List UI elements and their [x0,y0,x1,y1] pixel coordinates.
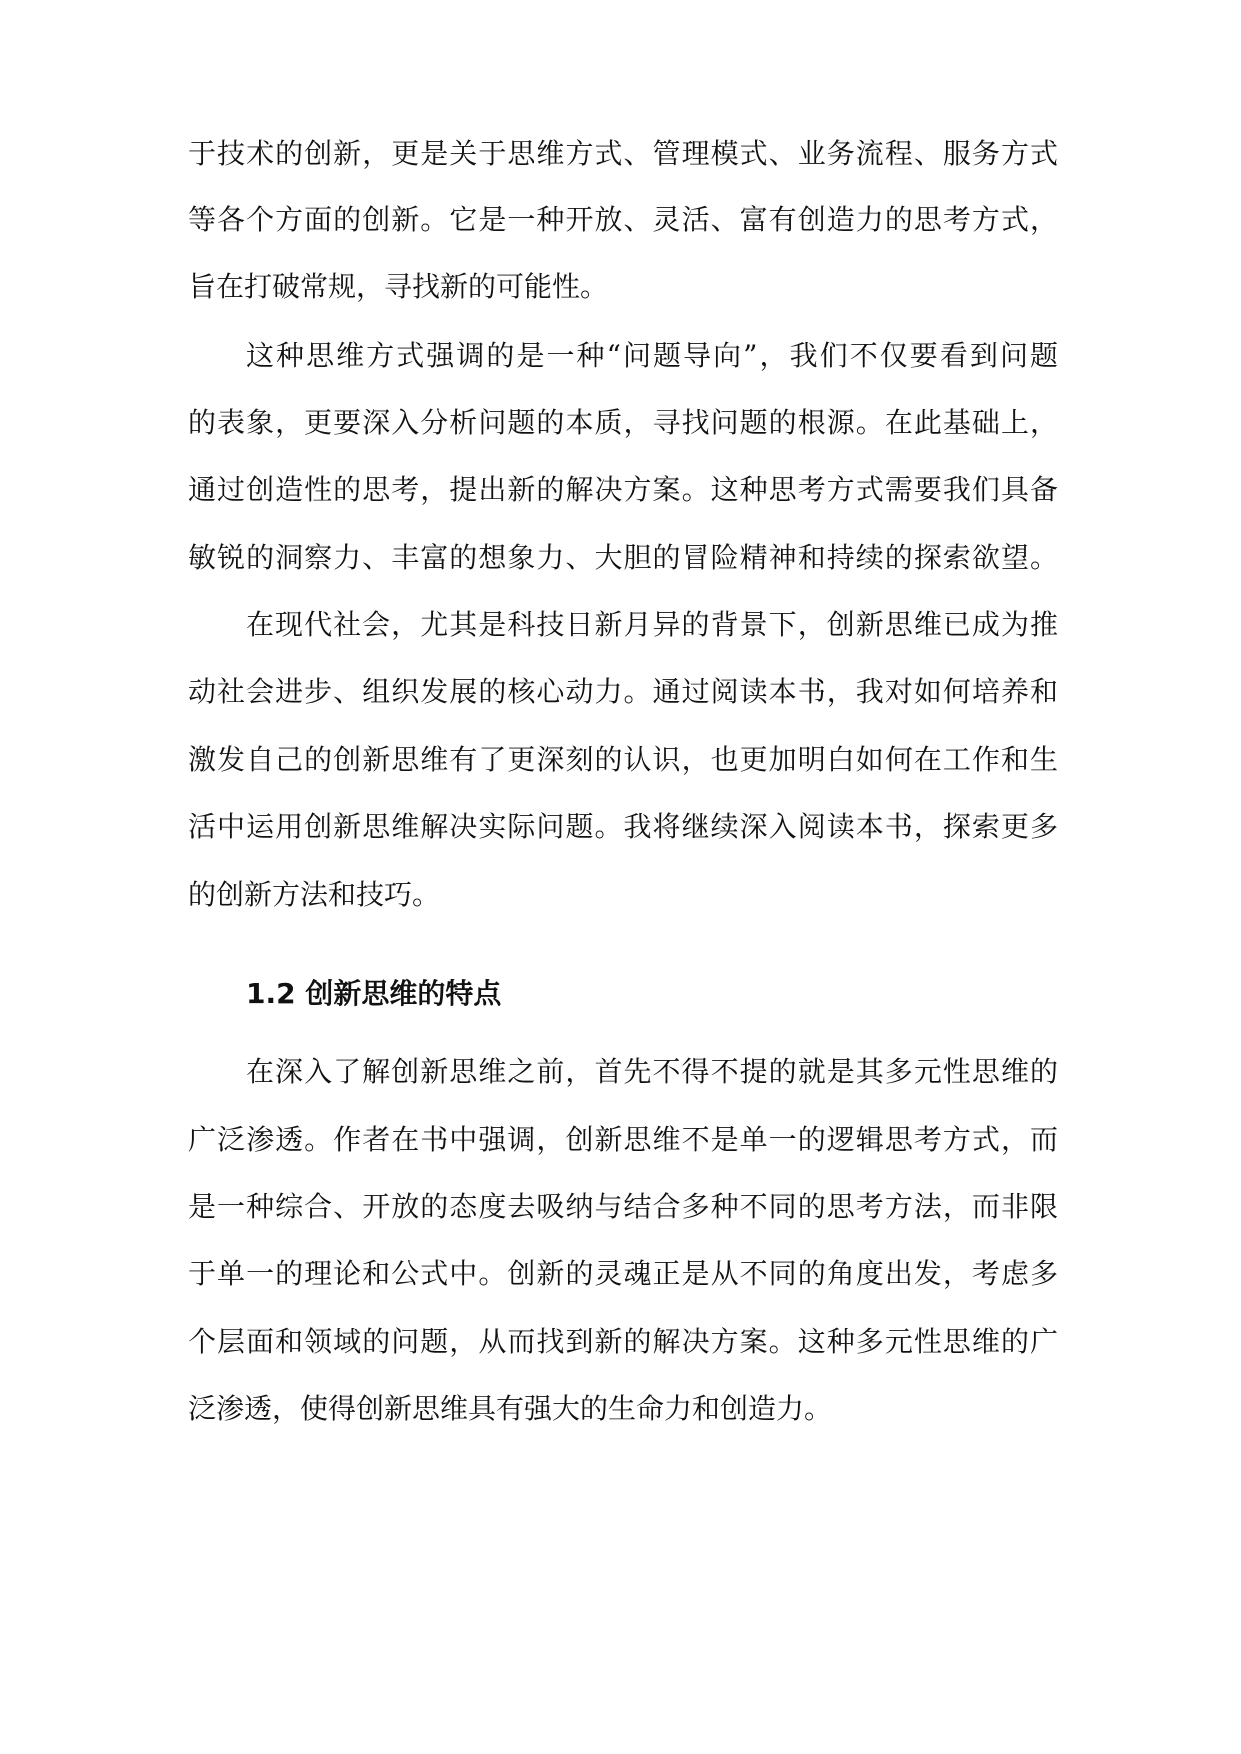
text-line: 广泛渗透。作者在书中强调，创新思维不是单一的逻辑思考方式，而 [188,1123,1058,1156]
text-line: 于单一的理论和公式中。创新的灵魂正是从不同的角度出发，考虑多 [188,1257,1058,1290]
text-line: 在深入了解创新思维之前，首先不得不提的就是其多元性思维的 [246,1055,1058,1088]
text-line: 的创新方法和技巧。 [188,878,441,911]
text-line: 个层面和领域的问题，从而找到新的解决方案。这种多元性思维的广 [188,1325,1058,1358]
text-line: 泛渗透，使得创新思维具有强大的生命力和创造力。 [188,1392,833,1425]
text-line: 通过创造性的思考，提出新的解决方案。这种思考方式需要我们具备 [188,473,1058,506]
text-line: 于技术的创新，更是关于思维方式、管理模式、业务流程、服务方式 [188,137,1058,170]
text-line: 在现代社会，尤其是科技日新月异的背景下，创新思维已成为推 [246,608,1058,641]
text-line: 这种思维方式强调的是一种“问题导向”，我们不仅要看到问题 [246,339,1058,372]
text-line: 动社会进步、组织发展的核心动力。通过阅读本书，我对如何培养和 [188,675,1058,708]
text-line: 敏锐的洞察力、丰富的想象力、大胆的冒险精神和持续的探索欲望。 [188,541,1058,574]
text-line: 旨在打破常规，寻找新的可能性。 [188,270,609,303]
text-line: 等各个方面的创新。它是一种开放、灵活、富有创造力的思考方式， [188,203,1058,236]
text-line: 是一种综合、开放的态度去吸纳与结合多种不同的思考方法，而非限 [188,1190,1058,1223]
text-line: 激发自己的创新思维有了更深刻的认识，也更加明白如何在工作和生 [188,743,1058,776]
text-line: 的表象，更要深入分析问题的本质，寻找问题的根源。在此基础上， [188,406,1058,439]
text-line: 活中运用创新思维解决实际问题。我将继续深入阅读本书，探索更多 [188,810,1058,843]
section-heading: 1.2 创新思维的特点 [246,977,502,1010]
